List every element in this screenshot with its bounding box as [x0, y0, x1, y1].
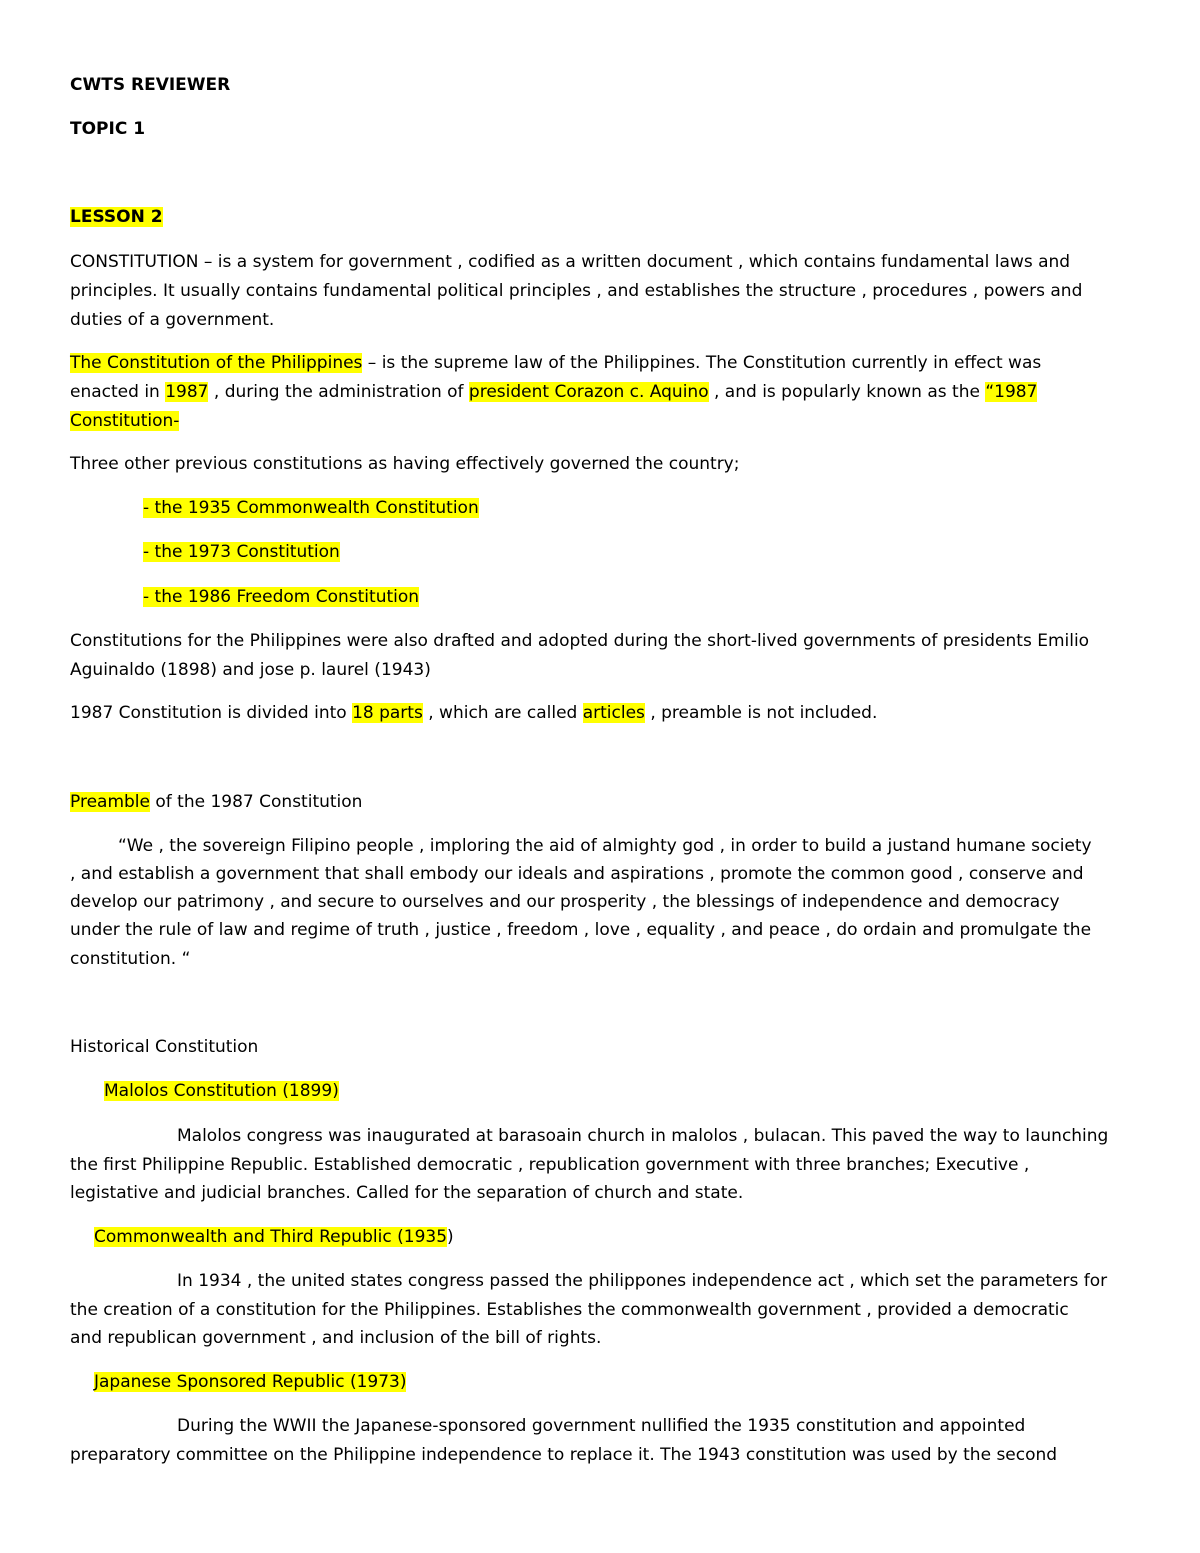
commonwealth-title-highlight: Commonwealth and Third Republic (1935 — [94, 1227, 448, 1247]
japanese-line-2: preparatory committee on the Philippine independence to replace it. The 1943 constitution was used by the second — [70, 1445, 1058, 1465]
constitution-def-line-3: duties of a government. — [70, 310, 275, 330]
previous-intro: Three other previous constitutions as having effectively governed the country; — [70, 454, 740, 474]
parts-highlight: 18 parts — [352, 703, 423, 723]
divided-line: 1987 Constitution is divided into 18 parts , which are called articles , preamble is not included. — [70, 703, 878, 723]
known-as-highlight-cont: Constitution- — [70, 411, 180, 431]
known-as-highlight: “1987 — [985, 382, 1038, 402]
commonwealth-line-1: In 1934 , the united states congress passed the philippones independence act , which set the parameters for — [177, 1271, 1108, 1291]
preamble-heading: Preamble of the 1987 Constitution — [70, 792, 363, 812]
articles-highlight: articles — [582, 703, 645, 723]
drafted-line-1: Constitutions for the Philippines were also drafted and adopted during the short-lived governments of presidents Emilio — [70, 631, 1090, 651]
president-highlight: president Corazon c. Aquino — [468, 382, 709, 402]
constitution-def-line-1: CONSTITUTION – is a system for government , codified as a written document , which contains fundamental laws and — [70, 252, 1071, 272]
year-highlight: 1987 — [165, 382, 209, 402]
preamble-line-1: “We , the sovereign Filipino people , imploring the aid of almighty god , in order to build a justand humane society — [118, 836, 1092, 856]
previous-item: - the 1935 Commonwealth Constitution — [143, 498, 479, 518]
commonwealth-line-2: the creation of a constitution for the Philippines. Establishes the commonwealth government , provided a democratic — [70, 1300, 1069, 1320]
japanese-title: Japanese Sponsored Republic (1973) — [94, 1372, 407, 1392]
malolos-line-3: legistative and judicial branches. Called for the separation of church and state. — [70, 1183, 744, 1203]
constitution-def-line-2: principles. It usually contains fundamental political principles , and establishes the structure , procedures , powers and — [70, 281, 1083, 301]
preamble-highlight: Preamble — [70, 792, 150, 812]
malolos-line-2: the first Philippine Republic. Established democratic , republication government with three branches; Executive , — [70, 1155, 1030, 1175]
preamble-line-2: , and establish a government that shall embody our ideals and aspirations , promote the common good , conserve and — [70, 864, 1084, 884]
lesson-heading: LESSON 2 — [70, 207, 163, 227]
phil-constitution-line-2: enacted in 1987 , during the administration of president Corazon c. Aquino , and is popularly known as the “1987 — [70, 382, 1038, 402]
phil-constitution-term: The Constitution of the Philippines — [70, 353, 363, 373]
drafted-line-2: Aguinaldo (1898) and jose p. laurel (1943) — [70, 660, 431, 680]
topic-heading: TOPIC 1 — [70, 119, 146, 139]
preamble-line-4: under the rule of law and regime of truth , justice , freedom , love , equality , and peace , do ordain and promulgate the — [70, 920, 1092, 940]
doc-title: CWTS REVIEWER — [70, 75, 231, 95]
phil-constitution-line-1: The Constitution of the Philippines – is the supreme law of the Philippines. The Constitution currently in effect was — [70, 353, 1042, 373]
preamble-line-3: develop our patrimony , and secure to ourselves and our prosperity , the blessings of independence and democracy — [70, 892, 1060, 912]
preamble-line-5: constitution. “ — [70, 949, 191, 969]
historical-heading: Historical Constitution — [70, 1037, 259, 1057]
malolos-title: Malolos Constitution (1899) — [104, 1081, 339, 1101]
previous-item: - the 1973 Constitution — [143, 542, 340, 562]
japanese-line-1: During the WWII the Japanese-sponsored government nullified the 1935 constitution and appointed — [177, 1416, 1026, 1436]
commonwealth-line-3: and republican government , and inclusion of the bill of rights. — [70, 1328, 602, 1348]
previous-item: - the 1986 Freedom Constitution — [143, 587, 420, 607]
malolos-line-1: Malolos congress was inaugurated at barasoain church in malolos , bulacan. This paved the way to launching — [177, 1126, 1109, 1146]
commonwealth-title: Commonwealth and Third Republic (1935) — [94, 1227, 454, 1247]
